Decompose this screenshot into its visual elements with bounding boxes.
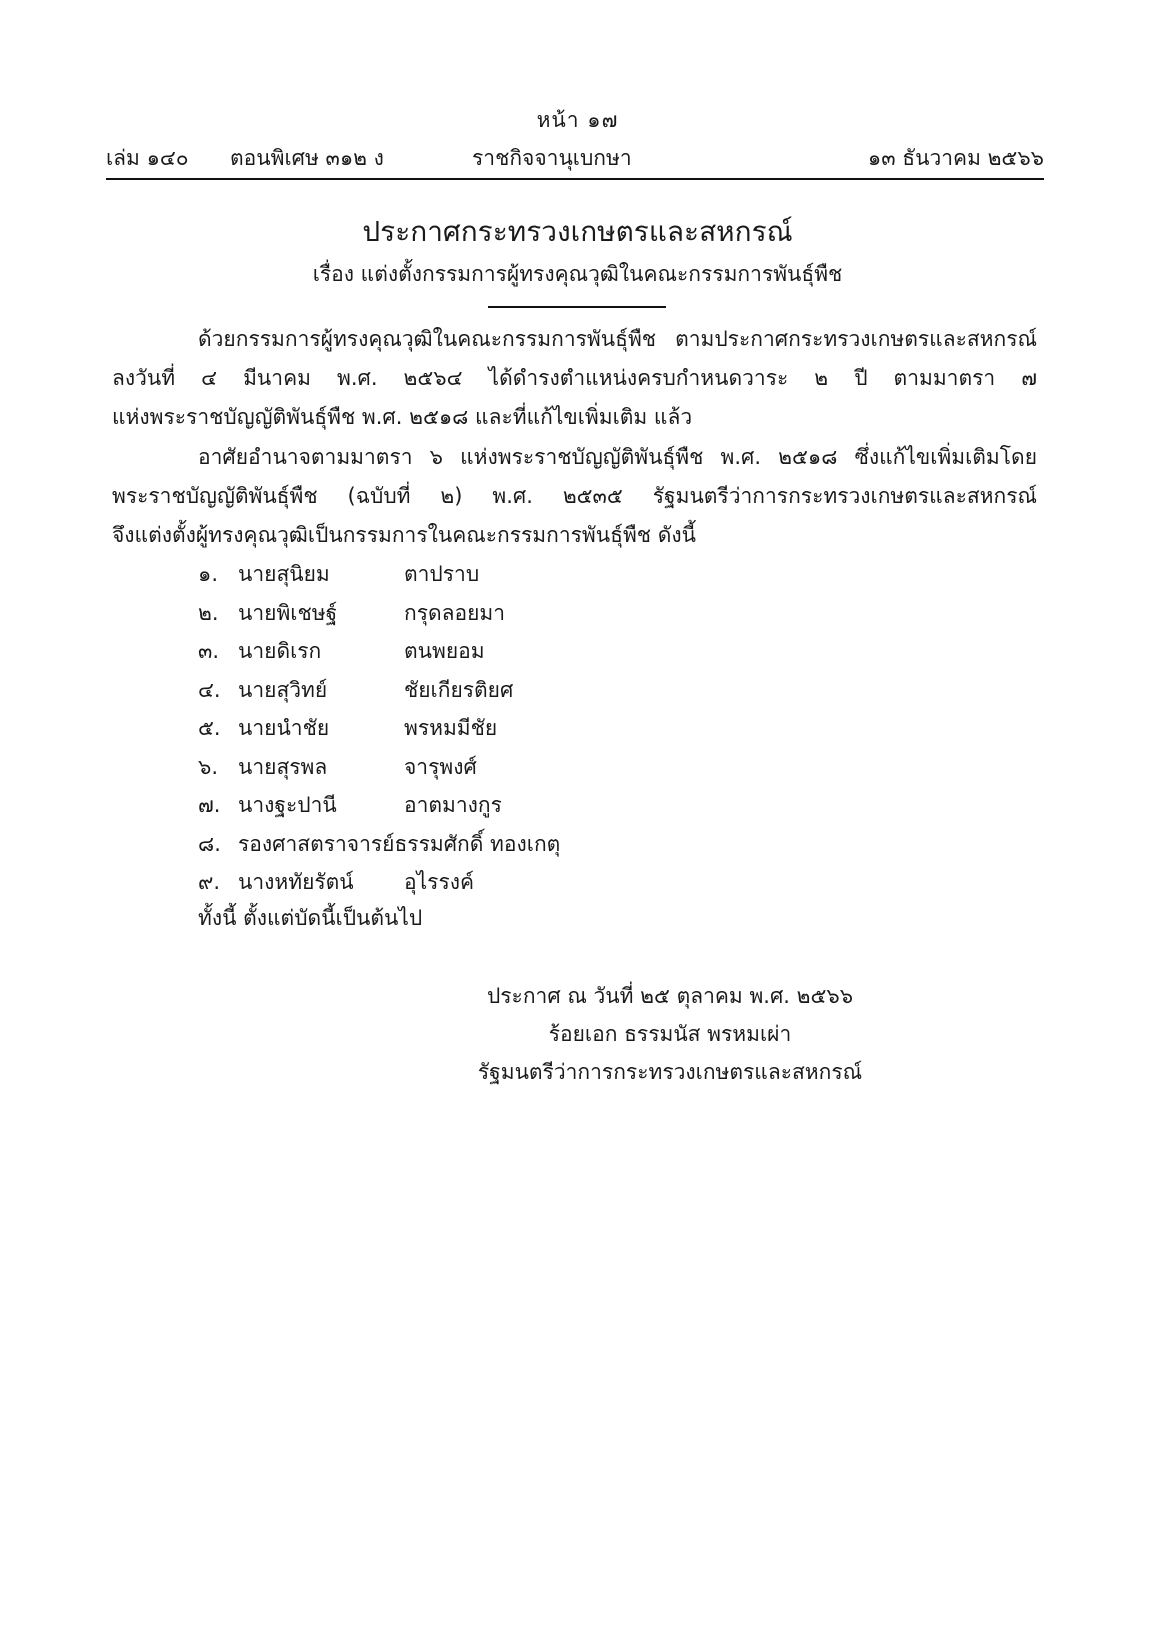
member-number: ๑. (198, 562, 219, 586)
member-last-name: ตนพยอม (404, 639, 485, 663)
member-last-name: อุไรรงค์ (404, 870, 475, 894)
member-number: ๕. (198, 716, 221, 740)
member-last-name: กรุดลอยมา (404, 600, 506, 625)
paragraph-line: จึงแต่งตั้งผู้ทรงคุณวุฒิเป็นกรรมการในคณะกรรมการพันธุ์พืช ดังนี้ (112, 523, 696, 547)
paragraph-line: ลงวันที่ ๔ มีนาคม พ.ศ. ๒๕๖๔ ได้ดำรงตำแหน่งครบกำหนดวาระ ๒ ปี ตามมาตรา ๗ (112, 366, 1037, 390)
paragraph-line: ด้วยกรรมการผู้ทรงคุณวุฒิในคณะกรรมการพันธุ์พืช ตามประกาศกระทรวงเกษตรและสหกรณ์ (198, 327, 1037, 351)
paragraph-1 (112, 320, 1037, 437)
member-number: ๓. (198, 639, 220, 663)
member-number: ๖. (198, 754, 219, 779)
member-number: ๗. (198, 793, 221, 817)
committee-member (198, 748, 698, 787)
member-first-name: นางหทัยรัตน์ (238, 870, 354, 894)
member-last-name: จารุพงศ์ (404, 754, 477, 779)
member-last-name: อาตมางกูร (404, 793, 502, 817)
member-number: ๙. (198, 870, 221, 894)
document-title: ประกาศกระทรวงเกษตรและสหกรณ์ (362, 215, 793, 248)
committee-member (198, 786, 698, 825)
gazette-date: ๑๓ ธันวาคม ๒๕๖๖ (867, 146, 1044, 170)
paragraph-line: อาศัยอำนาจตามมาตรา ๖ แห่งพระราชบัญญัติพันธุ์พืช พ.ศ. ๒๕๑๘ ซึ่งแก้ไขเพิ่มเติมโดย (198, 445, 1037, 469)
member-number: ๘. (198, 831, 221, 856)
member-first-name: นายสุวิทย์ (238, 677, 328, 702)
member-first-name: นายดิเรก (238, 639, 322, 663)
member-first-name: นางฐะปานี (238, 793, 337, 817)
title-divider (488, 306, 666, 308)
committee-list (198, 555, 698, 902)
gazette-header (106, 142, 1044, 176)
member-number: ๔. (198, 677, 221, 702)
committee-member (198, 709, 698, 748)
paragraph-line: แห่งพระราชบัญญัติพันธุ์พืช พ.ศ. ๒๕๑๘ และที่แก้ไขเพิ่มเติม แล้ว (112, 405, 693, 429)
paragraph-line: พระราชบัญญัติพันธุ์พืช (ฉบับที่ ๒) พ.ศ. ๒๕๓๕ รัฐมนตรีว่าการกระทรวงเกษตรและสหกรณ์ (112, 484, 1037, 508)
paragraph-2 (112, 438, 1037, 555)
issue-number: ตอนพิเศษ ๓๑๒ ง (230, 146, 384, 170)
member-first-name: นายพิเชษฐ์ (238, 600, 338, 625)
committee-member (198, 632, 698, 671)
member-first-name: นายนำชัย (238, 716, 330, 740)
member-first-name: นายสุนิยม (238, 562, 330, 586)
announcement-date: ประกาศ ณ วันที่ ๒๕ ตุลาคม พ.ศ. ๒๕๖๖ (486, 984, 854, 1008)
header-divider (106, 178, 1044, 180)
member-last-name: ตาปราบ (404, 562, 480, 586)
volume-number: เล่ม ๑๔๐ (106, 146, 189, 170)
committee-member (198, 671, 698, 710)
committee-member (198, 555, 698, 594)
member-full-name: รองศาสตราจารย์ธรรมศักดิ์ ทองเกตุ (238, 831, 561, 856)
signatory-position: รัฐมนตรีว่าการกระทรวงเกษตรและสหกรณ์ (477, 1060, 863, 1084)
committee-member (198, 863, 698, 902)
signatory-name: ร้อยเอก ธรรมนัส พรหมเผ่า (548, 1022, 792, 1046)
page-number: หน้า ๑๗ (536, 108, 619, 132)
member-number: ๒. (198, 600, 219, 625)
member-last-name: พรหมมีชัย (404, 716, 498, 740)
member-first-name: นายสุรพล (238, 754, 328, 779)
committee-member (198, 594, 698, 633)
closing-statement: ทั้งนี้ ตั้งแต่บัดนี้เป็นต้นไป (198, 906, 423, 930)
committee-member (198, 825, 698, 864)
member-last-name: ชัยเกียรติยศ (404, 677, 514, 702)
publication-name: ราชกิจจานุเบกษา (472, 146, 632, 170)
document-subject: เรื่อง แต่งตั้งกรรมการผู้ทรงคุณวุฒิในคณะกรรมการพันธุ์พืช (312, 262, 843, 286)
